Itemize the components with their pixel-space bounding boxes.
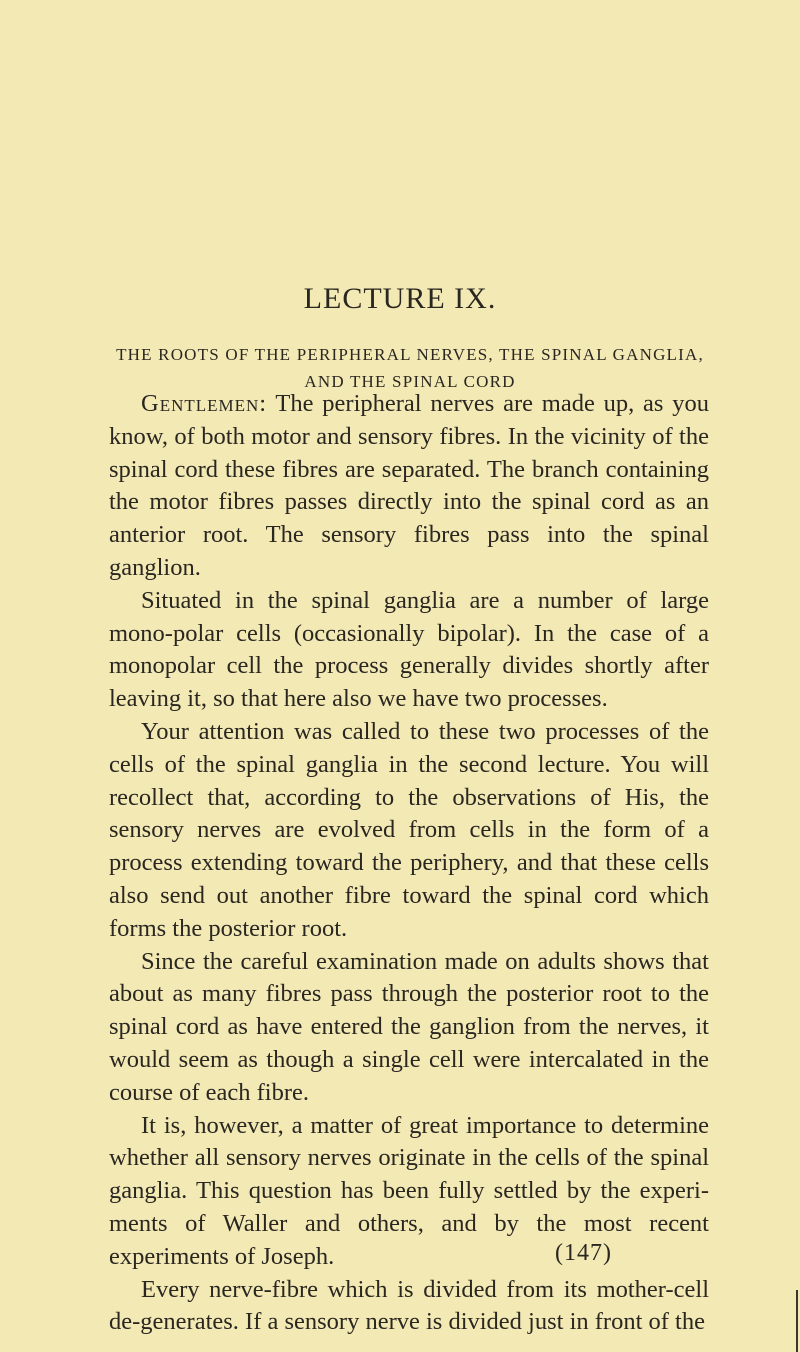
paragraph-1 [109, 388, 709, 585]
paragraph-2: Situated in the spinal ganglia are a number of large mono-polar cells (occasionally bipolar). In the case of a monopolar cell the process generally divides shortly after leaving it, so that here also we have two processes. [109, 586, 709, 713]
salutation: Gentlemen: [141, 390, 268, 417]
page-number: (147) [555, 1240, 612, 1266]
margin-rule [796, 1290, 798, 1352]
subtitle-line-2: AND THE SPINAL CORD [304, 372, 516, 391]
paragraph-6: Every nerve-fibre which is divided from its mother-cell de-generates. If a sensory nerve is divided just in front of the [109, 1275, 709, 1336]
paragraph-3: Your attention was called to these two processes of the cells of the spinal ganglia in the second lecture. You will recollect that, according to the observations of His, the sensory nerves are evolved from cells in the form of a process extending toward the periphery, and that these cells also send out another fibre toward the spinal cord which forms the posterior root. [109, 717, 709, 942]
lecture-subtitle [110, 341, 710, 395]
lecture-title: LECTURE IX. [303, 282, 497, 315]
paragraph-4: Since the careful examination made on adults shows that about as many fibres pass through the posterior root to the spinal cord as have entered the ganglion from the nerves, it would seem as though a single cell were intercalated in the course of each fibre. [109, 947, 709, 1106]
paragraph-1-text: The peripheral nerves are made up, as you know, of both motor and sensory fibres. In the vicinity of the spinal cord these fibres are separated. The branch containing the motor fibres passes directly into the spinal cord as an anterior root. The sensory fibres pass into the spinal ganglion. [109, 390, 709, 581]
paragraph-5: It is, however, a matter of great importance to determine whether all sensory nerves originate in the cells of the spinal ganglia. This question has been fully settled by the experi-ments of Waller and others, and by the most recent experiments of Joseph. [109, 1111, 709, 1270]
body-text [109, 388, 709, 1339]
subtitle-line-1: THE ROOTS OF THE PERIPHERAL NERVES, THE SPINAL GANGLIA, [116, 345, 704, 364]
